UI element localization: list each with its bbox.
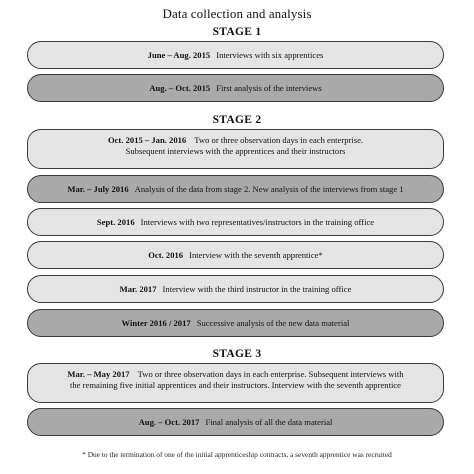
step-date: June – Aug. 2015 — [147, 49, 211, 60]
step-date: Winter 2016 / 2017 — [121, 317, 191, 328]
step-date: Aug. – Oct. 2015 — [149, 82, 211, 93]
stage-2-step-4 — [27, 241, 444, 269]
step-description-continued: Subsequent interviews with the apprentices and their instructors — [125, 146, 346, 156]
step-description: Interview with the third instructor in the training office — [162, 283, 352, 294]
step-description: First analysis of the interviews — [216, 82, 322, 93]
step-date: Mar. – July 2016 — [67, 183, 129, 194]
stage-2-heading: STAGE 2 — [212, 114, 262, 126]
stage-3-heading: STAGE 3 — [212, 348, 262, 360]
stage-2-step-1 — [27, 129, 444, 169]
footnote: * Due to the termination of one of the initial apprenticeship contracts, a seventh apprentice was recruited — [82, 450, 392, 459]
step-description: Interviews with six apprentices — [216, 49, 324, 60]
stage-2-step-6 — [27, 309, 444, 337]
stage-1-heading: STAGE 1 — [212, 26, 262, 38]
step-description: Successive analysis of the new data material — [196, 317, 350, 328]
stage-1-step-1 — [27, 41, 444, 69]
stage-1-step-2 — [27, 74, 444, 102]
step-description: Interviews with two representatives/instructors in the training office — [140, 216, 375, 227]
diagram-title: Data collection and analysis — [162, 6, 312, 21]
step-date: Oct. 2016 — [148, 249, 184, 260]
step-date: Oct. 2015 – Jan. 2016 — [107, 135, 187, 145]
step-description: Two or three observation days in each enterprise. — [194, 135, 364, 145]
step-date: Mar. 2017 — [119, 283, 157, 294]
step-description: Analysis of the data from stage 2. New analysis of the interviews from stage 1 — [134, 183, 404, 194]
step-date: Sept. 2016 — [96, 216, 135, 227]
step-date: Aug. – Oct. 2017 — [138, 416, 200, 427]
stage-3-step-2 — [27, 408, 444, 436]
stage-3-step-1 — [27, 363, 444, 403]
step-description-continued: the remaining five initial apprentices and their instructors. Interview with the seventh apprentice — [70, 380, 401, 390]
stage-2-step-2 — [27, 175, 444, 203]
step-description: Final analysis of all the data material — [205, 416, 333, 427]
step-description: Two or three observation days in each enterprise. Subsequent interviews with — [137, 369, 404, 379]
stage-2-step-3 — [27, 208, 444, 236]
step-date: Mar. – May 2017 — [67, 369, 130, 379]
step-description: Interview with the seventh apprentice* — [189, 249, 323, 260]
stage-2-step-5 — [27, 275, 444, 303]
